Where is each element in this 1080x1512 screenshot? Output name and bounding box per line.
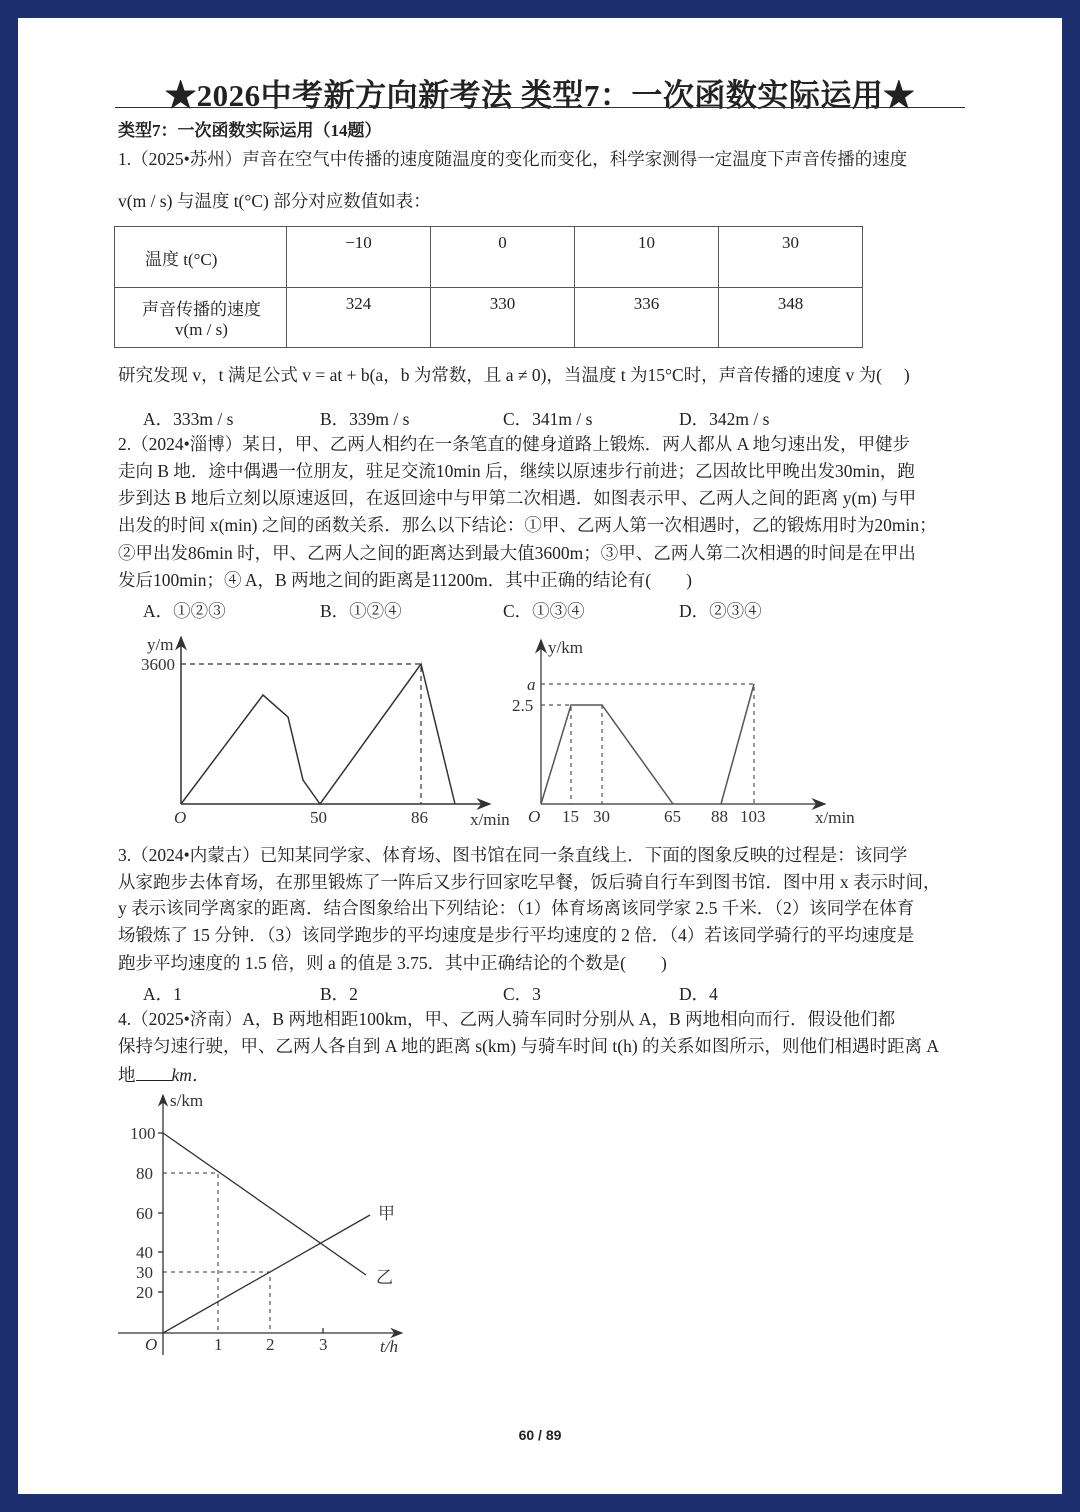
q2-line: 步到达 B 地后立刻以原速返回，在返回途中与甲第二次相遇．如图表示甲、乙两人之间的距离 y(m) 与甲: [118, 488, 917, 508]
y-tick-label: 3600: [141, 655, 175, 674]
x-tick-label: 1: [214, 1335, 223, 1354]
chart-q2: [181, 637, 490, 804]
x-tick-label: 3: [319, 1335, 328, 1354]
dashed-guide: [163, 1173, 218, 1333]
y-tick-label: 2.5: [512, 696, 534, 715]
x-tick-label: 88: [711, 807, 728, 826]
table-header-line: v(m / s): [175, 320, 228, 339]
series-line: [541, 705, 673, 804]
q3-option-c: C．3: [503, 984, 541, 1004]
q1-option-b: B．339m / s: [320, 409, 410, 429]
origin-label: O: [145, 1335, 158, 1354]
x-tick-label: 86: [411, 808, 428, 827]
y-tick-label: 30: [136, 1263, 153, 1282]
y-tick-label: 80: [136, 1164, 153, 1183]
q2-option-c: C．①③④: [503, 601, 585, 621]
series-line-yi: [163, 1133, 366, 1275]
q3-line: 场锻炼了 15 分钟．（3）该同学跑步的平均速度是步行平均速度的 2 倍．（4）若该同学骑行的平均速度是: [118, 925, 915, 945]
q3-option-b: B．2: [320, 984, 358, 1004]
q2-line: 2.（2024•淄博）某日，甲、乙两人相约在一条笔直的健身道路上锻炼．两人都从 A 地匀速出发，甲健步: [118, 434, 911, 454]
table-cell: 330: [431, 288, 575, 348]
q4-suffix: km．: [171, 1065, 210, 1085]
series-line: [721, 684, 754, 804]
x-axis-label: x/min: [815, 808, 855, 827]
q2-line: ②甲出发86min 时，甲、乙两人之间的距离达到最大值3600m；③甲、乙两人第二次相遇的时间是在甲出: [118, 543, 916, 563]
dashed-guide: [541, 684, 754, 804]
x-axis-label: t/h: [380, 1337, 398, 1356]
y-tick-label: 100: [130, 1124, 156, 1143]
q1-option-d: D．342m / s: [679, 409, 770, 429]
q2-option-d: D．②③④: [679, 601, 762, 621]
q1-option-c: C．341m / s: [503, 409, 593, 429]
y-tick-label: 20: [136, 1283, 153, 1302]
q2-line: 出发的时间 x(min) 之间的函数关系．那么以下结论：①甲、乙两人第一次相遇时，乙的锻炼用时为20min；: [118, 515, 937, 535]
x-tick-label: 15: [562, 807, 579, 826]
q3-option-a: A．1: [143, 984, 182, 1004]
y-axis-label: y/km: [548, 638, 583, 657]
series-label-yi: 乙: [376, 1268, 393, 1287]
q3-line: 3.（2024•内蒙古）已知某同学家、体育场、图书馆在同一条直线上．下面的图象反映的过程是：该同学: [118, 845, 908, 865]
x-tick-label: 2: [266, 1335, 275, 1354]
page-number: 60 / 89: [518, 1427, 562, 1443]
y-tick-label: 40: [136, 1243, 153, 1262]
y-axis-label: s/km: [170, 1091, 204, 1110]
q1-line: v(m / s) 与温度 t(°C) 部分对应数值如表：: [118, 191, 431, 211]
table-header: 温度 t(°C): [115, 227, 287, 288]
series-line: [181, 664, 455, 804]
origin-label: O: [528, 807, 541, 826]
table-cell: 324: [287, 288, 431, 348]
table-cell: 10: [575, 227, 719, 288]
table-cell: 336: [575, 288, 719, 348]
x-tick-label: 65: [664, 807, 681, 826]
q2-option-b: B．①②④: [320, 601, 402, 621]
origin-label: O: [174, 808, 187, 827]
q3-line: y 表示该同学离家的距离．结合图象给出下列结论：（1）体育场离该同学家 2.5 千米．（2）该同学在体育: [118, 898, 915, 918]
q3-line: 跑步平均速度的 1.5 倍，则 a 的值是 3.75．其中正确结论的个数是( ): [118, 953, 667, 973]
q1-question: 研究发现 v，t 满足公式 v = at + b(a，b 为常数，且 a ≠ 0)，当温度 t 为15°C时，声音传播的速度 v 为( ): [118, 365, 910, 385]
q4-prefix: 地: [118, 1065, 136, 1085]
chart-q3: [541, 640, 825, 804]
y-axis-label: y/m: [147, 635, 174, 654]
q2-line: 发后100min；④ A，B 两地之间的距离是11200m．其中正确的结论有( ): [118, 570, 692, 590]
series-line-jia: [163, 1215, 370, 1333]
q1-option-a: A．333m / s: [143, 409, 234, 429]
y-tick-label: a: [527, 675, 536, 694]
table-cell: −10: [287, 227, 431, 288]
q2-line: 走向 B 地．途中偶遇一位朋友，驻足交流10min 后，继续以原速步行前进；乙因故比甲晚出发30min，跑: [118, 461, 915, 481]
x-axis-label: x/min: [470, 810, 510, 829]
table-header-line: 声音传播的速度: [142, 300, 261, 319]
y-tick-label: 60: [136, 1204, 153, 1223]
table-cell: 348: [719, 288, 863, 348]
q4-line: 保持匀速行驶，甲、乙两人各自到 A 地的距离 s(km) 与骑车时间 t(h) 的关系如图所示，则他们相遇时距离 A: [118, 1036, 940, 1056]
x-tick-label: 50: [310, 808, 327, 827]
q3-line: 从家跑步去体育场，在那里锻炼了一阵后又步行回家吃早餐，饭后骑自行车到图书馆．图中用 x 表示时间，: [118, 872, 941, 892]
table-cell: 30: [719, 227, 863, 288]
q1-line: 1.（2025•苏州）声音在空气中传播的速度随温度的变化而变化，科学家测得一定温度下声音传播的速度: [118, 149, 908, 169]
table-cell: 0: [431, 227, 575, 288]
chart-q4: [118, 1095, 402, 1355]
q2-option-a: A．①②③: [143, 601, 226, 621]
x-tick-label: 30: [593, 807, 610, 826]
series-label-jia: 甲: [378, 1204, 395, 1223]
page-title: ★2026中考新方向新考法 类型7：一次函数实际运用★: [165, 78, 915, 113]
q4-line: 4.（2025•济南）A，B 两地相距100km，甲、乙两人骑车同时分别从 A，B 两地相向而行．假设他们都: [118, 1009, 896, 1029]
section-heading: 类型7：一次函数实际运用（14题）: [118, 121, 382, 140]
q3-option-d: D．4: [679, 984, 718, 1004]
x-tick-label: 103: [740, 807, 766, 826]
dashed-guide: [181, 664, 421, 804]
